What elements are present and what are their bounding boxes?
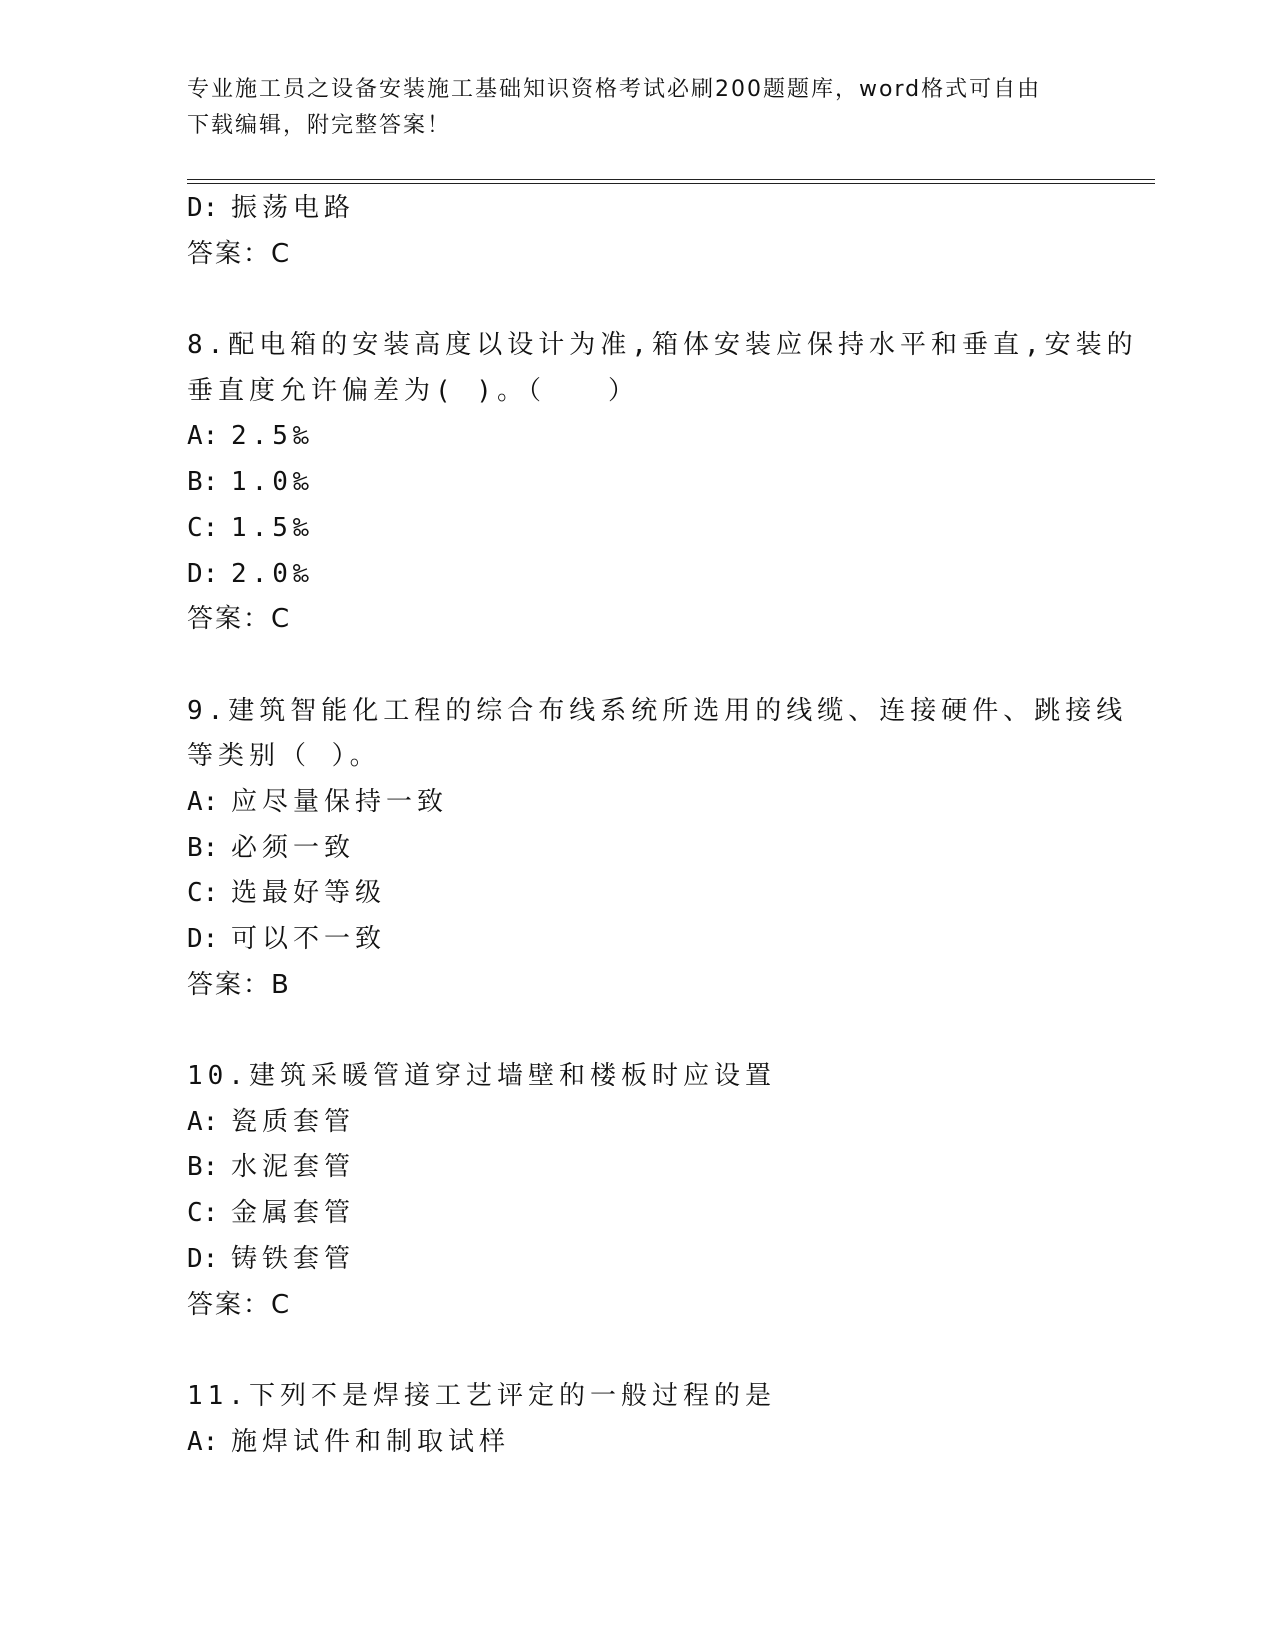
question-stem-line: 11.下列不是焊接工艺评定的一般过程的是 — [187, 1380, 776, 1411]
header-divider-bottom — [187, 183, 1155, 184]
document-body — [187, 186, 1138, 1465]
question-stem-line: 8.配电箱的安装高度以设计为准,箱体安装应保持水平和垂直,安装的 — [187, 330, 1138, 361]
option-b — [187, 1145, 1087, 1191]
option-label: C: — [187, 512, 219, 543]
option-b — [187, 460, 1087, 506]
option-label: B: — [187, 467, 219, 498]
option-a — [187, 414, 1087, 460]
question-spacer — [187, 277, 1087, 323]
option-c — [187, 1191, 1087, 1237]
option-text: 施焊试件和制取试样 — [231, 1426, 511, 1457]
option-label: A: — [187, 1106, 219, 1137]
question-spacer — [187, 1008, 1087, 1054]
option-label: C: — [187, 1198, 219, 1229]
option-label: B: — [187, 1152, 219, 1183]
option-label: C: — [187, 878, 219, 909]
option-label: D: — [187, 1243, 219, 1274]
question-spacer — [187, 1328, 1087, 1374]
option-text: 金属套管 — [231, 1198, 356, 1229]
option-label: A: — [187, 786, 219, 817]
option-text: 振荡电路 — [231, 193, 356, 223]
answer-line: 答案：B — [187, 969, 291, 1000]
option-a — [187, 780, 1087, 826]
option-a — [187, 1420, 1087, 1466]
option-label: A: — [187, 421, 219, 452]
question-stem-line: 垂直度允许偏差为( )。（ ） — [187, 375, 639, 406]
option-label: B: — [187, 832, 219, 863]
option-text: 可以不一致 — [231, 924, 387, 954]
option-text: 1.0‰ — [231, 467, 314, 498]
option-c — [187, 506, 1087, 552]
option-text: 应尽量保持一致 — [231, 786, 449, 817]
option-label: D: — [187, 193, 219, 223]
option-text: 2.0‰ — [231, 558, 314, 589]
option-text: 1.5‰ — [231, 512, 314, 543]
option-label: D: — [187, 924, 219, 954]
option-text: 水泥套管 — [231, 1152, 356, 1183]
page-header — [187, 72, 1087, 144]
option-a — [187, 1100, 1087, 1146]
option-c — [187, 871, 1087, 917]
question-stem-line: 10.建筑采暖管道穿过墙壁和楼板时应设置 — [187, 1061, 776, 1092]
answer-line: 答案：C — [187, 604, 292, 635]
header-line-2: 下载编辑，附完整答案！ — [187, 113, 452, 138]
option-d — [187, 552, 1087, 598]
option-d — [187, 1237, 1087, 1283]
option-text: 必须一致 — [231, 832, 356, 863]
option-d — [187, 186, 1087, 232]
option-text: 瓷质套管 — [231, 1106, 356, 1137]
question-spacer — [187, 643, 1087, 689]
option-text: 2.5‰ — [231, 421, 314, 452]
option-d — [187, 917, 1087, 963]
header-line-1: 专业施工员之设备安装施工基础知识资格考试必刷200题题库，word格式可自由 — [187, 77, 1042, 102]
option-text: 铸铁套管 — [231, 1243, 356, 1274]
question-stem-line: 等类别（ ）。 — [187, 741, 381, 772]
question-stem-line: 9.建筑智能化工程的综合布线系统所选用的线缆、连接硬件、跳接线 — [187, 695, 1128, 726]
answer-line: 答案：C — [187, 1289, 292, 1320]
header-divider-top — [187, 179, 1155, 180]
option-text: 选最好等级 — [231, 878, 387, 909]
answer-line: 答案：C — [187, 238, 292, 269]
option-label: A: — [187, 1426, 219, 1457]
option-label: D: — [187, 558, 219, 589]
option-b — [187, 826, 1087, 872]
